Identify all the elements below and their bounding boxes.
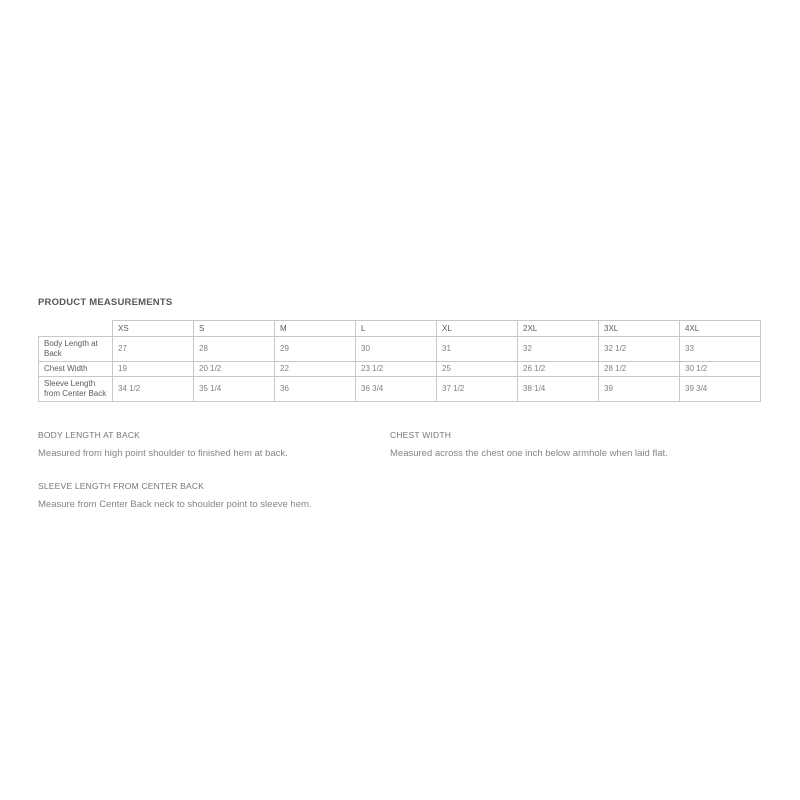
definition-term: BODY LENGTH AT BACK (38, 430, 141, 440)
size-column-header: 4XL (680, 321, 761, 337)
table-header-row (39, 321, 761, 337)
size-column-header: S (194, 321, 275, 337)
measurement-value-cell: 23 1/2 (356, 362, 437, 377)
measurement-row-body-length (39, 337, 761, 362)
measurement-value-cell: 27 (113, 337, 194, 362)
row-label-cell: Chest Width (39, 362, 113, 377)
measurement-value-cell: 37 1/2 (437, 377, 518, 402)
definition-body-length (38, 429, 390, 460)
measurement-value-cell: 35 1/4 (194, 377, 275, 402)
measurement-value-cell: 32 1/2 (599, 337, 680, 362)
measurement-value-cell: 34 1/2 (113, 377, 194, 402)
measurements-table (38, 320, 761, 402)
size-column-header: 3XL (599, 321, 680, 337)
measurement-value-cell: 28 (194, 337, 275, 362)
definition-description: Measured from high point shoulder to finished hem at back. (38, 448, 288, 459)
measurement-value-cell: 25 (437, 362, 518, 377)
product-measurements-section (38, 297, 760, 511)
measurement-value-cell: 30 (356, 337, 437, 362)
measurement-value-cell: 19 (113, 362, 194, 377)
definition-term: CHEST WIDTH (390, 430, 452, 440)
measurement-value-cell: 32 (518, 337, 599, 362)
measurement-value-cell: 26 1/2 (518, 362, 599, 377)
size-column-header: XL (437, 321, 518, 337)
size-column-header: L (356, 321, 437, 337)
measurement-value-cell: 28 1/2 (599, 362, 680, 377)
definition-term: SLEEVE LENGTH FROM CENTER BACK (38, 481, 205, 491)
measurement-value-cell: 22 (275, 362, 356, 377)
measurement-value-cell: 36 3/4 (356, 377, 437, 402)
size-column-header: M (275, 321, 356, 337)
definition-description: Measured across the chest one inch below armhole when laid flat. (390, 448, 668, 459)
measurement-definitions (38, 429, 760, 511)
definition-chest-width (390, 429, 760, 460)
row-label-cell: Body Length at Back (39, 337, 113, 362)
measurement-value-cell: 38 1/4 (518, 377, 599, 402)
section-title: PRODUCT MEASUREMENTS (38, 297, 173, 308)
measurement-value-cell: 30 1/2 (680, 362, 761, 377)
size-column-header: 2XL (518, 321, 599, 337)
definition-sleeve-length (38, 480, 390, 511)
row-label-cell: Sleeve Length from Center Back (39, 377, 113, 402)
corner-cell (39, 321, 113, 337)
measurement-value-cell: 20 1/2 (194, 362, 275, 377)
measurement-value-cell: 29 (275, 337, 356, 362)
measurement-value-cell: 36 (275, 377, 356, 402)
definition-description: Measure from Center Back neck to shoulder point to sleeve hem. (38, 499, 312, 510)
measurement-value-cell: 39 3/4 (680, 377, 761, 402)
measurement-row-sleeve-length (39, 377, 761, 402)
measurement-value-cell: 33 (680, 337, 761, 362)
measurement-value-cell: 39 (599, 377, 680, 402)
size-column-header: XS (113, 321, 194, 337)
measurement-value-cell: 31 (437, 337, 518, 362)
measurement-row-chest-width (39, 362, 761, 377)
